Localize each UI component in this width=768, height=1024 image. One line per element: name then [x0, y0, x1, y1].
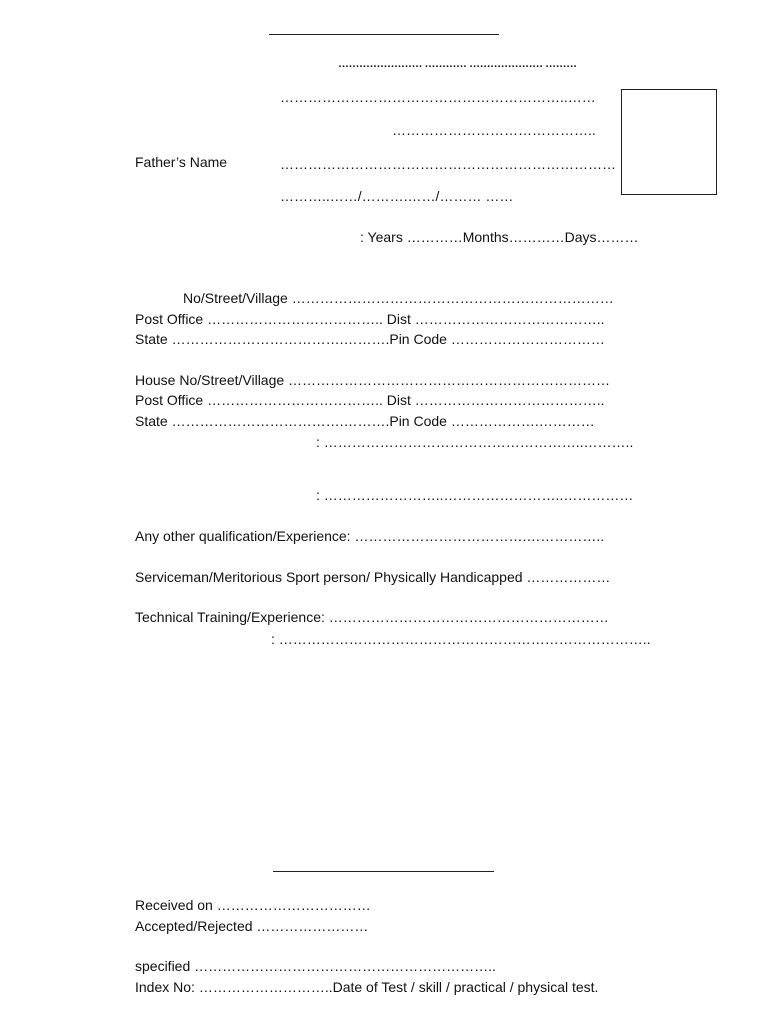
address2-street[interactable]: House No/Street/Village ……………………………………………………………: [135, 372, 611, 388]
accepted-rejected-field[interactable]: Accepted/Rejected ……………………: [135, 918, 369, 934]
father-name-label: Father’s Name: [135, 154, 228, 170]
dob-field[interactable]: ………..……/……….……/……… ……: [280, 188, 514, 204]
index-no-field[interactable]: Index No: ………………………..Date of Test / skill / practical / physical test.: [135, 979, 599, 995]
other-qualification-field[interactable]: Any other qualification/Experience: ……………………………….……………..: [135, 528, 605, 544]
age-field[interactable]: : Years …………Months…………Days………: [360, 229, 639, 245]
header-rule: [269, 34, 499, 35]
address1-street[interactable]: No/Street/Village ……………………………………………………………: [183, 290, 614, 306]
technical-extra-field[interactable]: : ……………………………………………………………………..: [271, 631, 651, 647]
technical-training-field[interactable]: Technical Training/Experience: ……………………………………………………: [135, 609, 609, 625]
name2-field[interactable]: ……………………………………..: [392, 122, 596, 138]
address1-post[interactable]: Post Office ……………………………….. Dist …………………………………..: [135, 311, 605, 327]
header-dots: …………………… ………… ………………… ………: [338, 58, 577, 70]
received-on-field[interactable]: Received on ……………………………: [135, 897, 371, 913]
office-rule: [273, 871, 494, 872]
address2-post[interactable]: Post Office ……………………………….. Dist …………………………………..: [135, 392, 605, 408]
address2-state[interactable]: State ……………………………….……….Pin Code ……………….…………: [135, 413, 595, 429]
address2-extra2[interactable]: : ……………………..……………………..……………: [316, 487, 634, 503]
specified-field[interactable]: specified ………………………………………………………..: [135, 958, 496, 974]
address2-extra1[interactable]: : ………………………………………………..………..: [316, 434, 634, 450]
address1-state[interactable]: State ……………………………….……….Pin Code ……………………………: [135, 331, 605, 347]
name-field[interactable]: ……………………………………………………..……: [280, 89, 596, 105]
photo-box: [621, 89, 717, 195]
father-name-field[interactable]: ………………………………………………………………: [280, 156, 616, 172]
category-field[interactable]: Serviceman/Meritorious Sport person/ Physically Handicapped ………………: [135, 569, 611, 585]
